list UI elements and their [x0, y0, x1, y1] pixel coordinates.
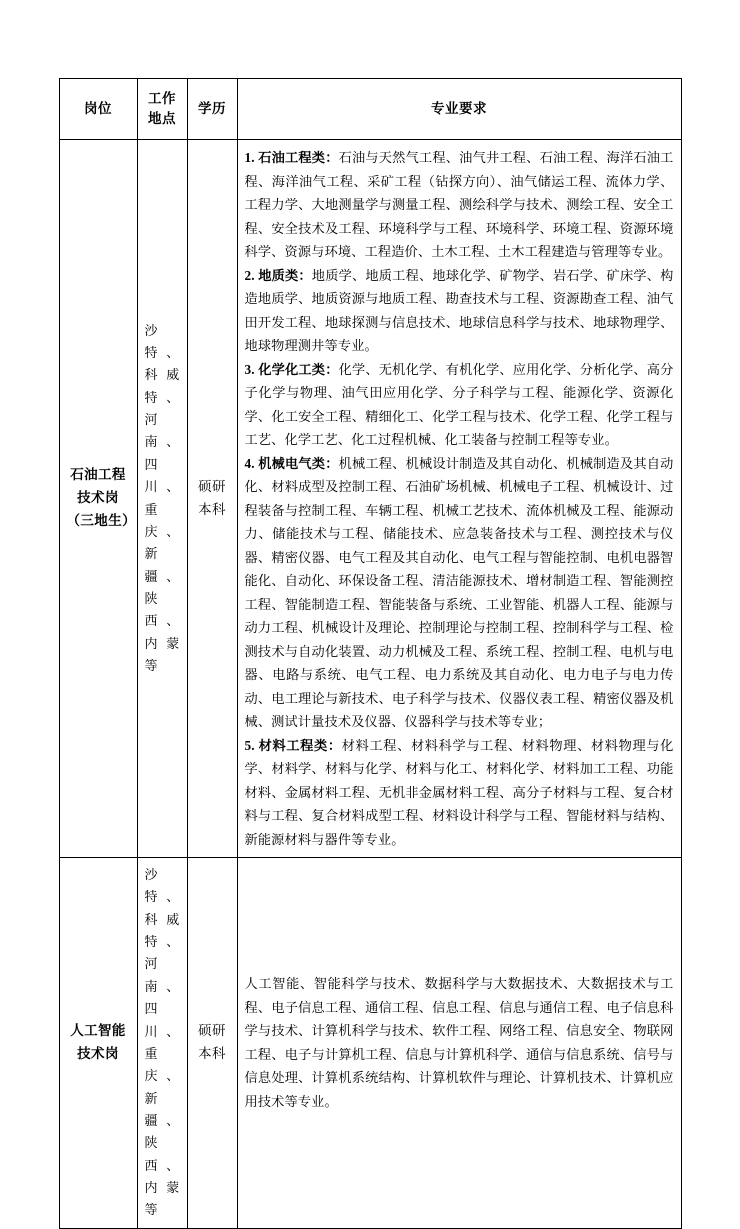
cell-location-text: 沙特、科威特、河南、四川、重庆、新疆、陕西、内蒙等 — [144, 867, 180, 1218]
cell-post: 人工智能技术岗 — [59, 858, 137, 1229]
recruitment-table — [59, 78, 682, 1229]
requirement-group — [245, 734, 674, 852]
requirement-text: 人工智能、智能科学与技术、数据科学与大数据技术、大数据技术与工程、电子信息工程、通信工程、信息工程、信息与通信工程、电子信息科学与技术、计算机科学与技术、软件工程、网络工程、信息安全、物联网工程、电子与计算机工程、信息与计算机科学、通信与信息系统、信号与信息处理、计算机系统结构、计算机软件与理论、计算机技术、计算机应用技术等专业。 — [244, 976, 674, 1109]
cell-requirements — [237, 140, 681, 858]
requirement-text: 石油与天然气工程、油气井工程、石油工程、海洋石油工程、海洋油气工程、采矿工程（钻探方向）、油气储运工程、流体力学、工程力学、大地测量学与测量工程、测绘科学与技术、测绘工程、安全工程、安全技术及工程、环境科学与工程、环境科学、环境工程、资源环境科学、资源与环境、工程造价、土木工程、土木工程建造与管理等专业。 — [244, 150, 674, 259]
table-body — [59, 140, 681, 1229]
requirement-lead: 2. 地质类： — [244, 267, 312, 283]
cell-location — [137, 140, 187, 858]
requirement-group — [245, 972, 674, 1113]
column-header-education: 学历 — [187, 79, 237, 140]
requirement-group — [245, 264, 674, 358]
requirement-lead: 4. 机械电气类： — [244, 455, 339, 471]
requirement-text: 化学、无机化学、有机化学、应用化学、分析化学、高分子化学与物理、油气田应用化学、分子科学与工程、能源化学、资源化学、化工安全工程、精细化工、化学工程与技术、化学工程、化学工程与工艺、化学工艺、化工过程机械、化工装备与控制工程等专业。 — [244, 361, 674, 447]
cell-education: 硕研本科 — [187, 858, 237, 1229]
requirement-lead: 1. 石油工程类： — [244, 150, 339, 165]
cell-location — [137, 858, 187, 1229]
requirement-text: 机械工程、机械设计制造及其自动化、机械制造及其自动化、材料成型及控制工程、石油矿场机械、机械电子工程、机械设计、过程装备与控制工程、车辆工程、机械工艺技术、流体机械及工程、能源动力、储能技术与工程、储能技术、应急装备技术与工程、测控技术与仪器、精密仪器、电气工程及其自动化、电气工程与智能控制、电机电器智能化、自动化、环保设备工程、清洁能源技术、增材制造工程、智能测控工程、智能制造工程、智能装备与系统、工业智能、机器人工程、能源与动力工程、机械设计及理论、控制理论与控制工程、控制科学与工程、检测技术与自动化装置、动力机械及工程、系统工程、控制工程、电机与电器、电路与系统、电气工程、电力系统及其自动化、电力电子与电力传动、电工理论与新技术、电子科学与技术、仪器仪表工程、精密仪器及机械、测试计量技术及仪器、仪器科学与技术等专业； — [244, 455, 674, 729]
requirement-group — [245, 452, 674, 734]
cell-requirements — [237, 858, 681, 1229]
requirement-lead: 3. 化学化工类： — [244, 361, 339, 377]
table-header-row — [59, 79, 681, 140]
requirement-group — [245, 358, 674, 452]
table-row — [59, 858, 681, 1229]
requirement-text: 地质学、地质工程、地球化学、矿物学、岩石学、矿床学、构造地质学、地质资源与地质工程、勘查技术与工程、资源勘查工程、油气田开发工程、地球探测与信息技术、地球信息科学与技术、地球物理学、地球物理测井等专业。 — [244, 267, 674, 353]
cell-post: 石油工程技术岗（三地生） — [59, 140, 137, 858]
requirement-text: 材料工程、材料科学与工程、材料物理、材料物理与化学、材料学、材料与化学、材料与化工、材料化学、材料加工工程、功能材料、金属材料工程、无机非金属材料工程、高分子材料与工程、复合材料与工程、复合材料成型工程、材料设计科学与工程、智能材料与结构、新能源材料与器件等专业。 — [244, 737, 674, 847]
cell-education: 硕研本科 — [187, 140, 237, 858]
requirement-group — [245, 146, 674, 264]
column-header-location: 工作地点 — [137, 79, 187, 140]
table-row — [59, 140, 681, 858]
column-header-post: 岗位 — [59, 79, 137, 140]
table-header — [59, 79, 681, 140]
requirement-lead: 5. 材料工程类： — [244, 737, 342, 753]
column-header-requirements: 专业要求 — [237, 79, 681, 140]
cell-location-text: 沙特、科威特、河南、四川、重庆、新疆、陕西、内蒙等 — [144, 322, 180, 674]
